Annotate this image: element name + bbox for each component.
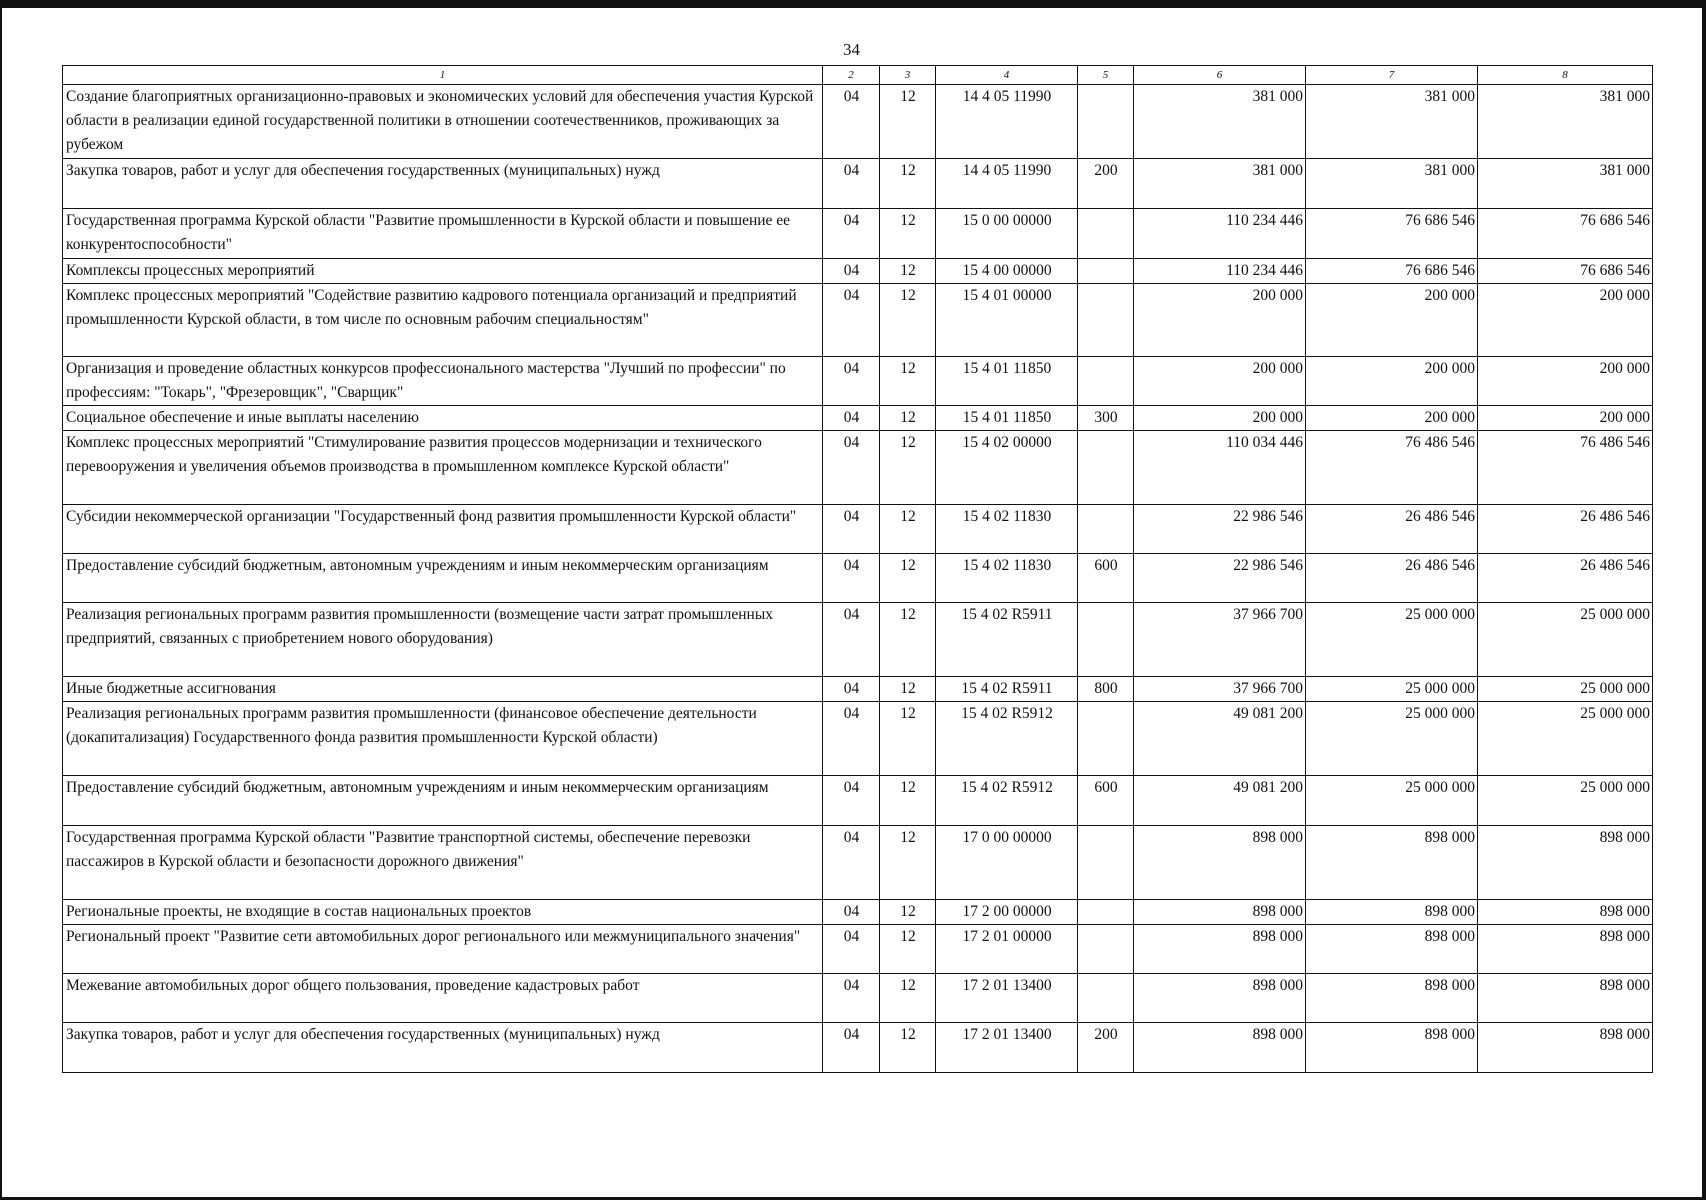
row-amount-col6: 49 081 200	[1134, 776, 1306, 826]
row-amount-col7: 76 686 546	[1306, 209, 1478, 259]
row-amount-col8: 200 000	[1478, 406, 1653, 431]
row-section: 04	[823, 159, 880, 209]
row-amount-col6: 110 234 446	[1134, 209, 1306, 259]
row-name: Государственная программа Курской области "Развитие промышленности в Курской области и повышение ее конкурентоспособности"	[63, 209, 823, 259]
row-subsection: 12	[880, 900, 936, 925]
row-name: Реализация региональных программ развития промышленности (финансовое обеспечение деятельности (докапитализация) Государственного фонда развития промышленности Курской области)	[63, 702, 823, 776]
row-expense-type	[1078, 702, 1134, 776]
row-subsection: 12	[880, 209, 936, 259]
row-amount-col7: 898 000	[1306, 826, 1478, 900]
row-subsection: 12	[880, 505, 936, 554]
row-subsection: 12	[880, 159, 936, 209]
row-amount-col8: 25 000 000	[1478, 677, 1653, 702]
column-header-8: 8	[1478, 66, 1653, 85]
row-amount-col6: 110 234 446	[1134, 259, 1306, 284]
row-target-code: 15 4 02 11830	[936, 505, 1078, 554]
table-row	[63, 259, 1653, 284]
row-amount-col7: 381 000	[1306, 159, 1478, 209]
row-amount-col6: 898 000	[1134, 826, 1306, 900]
row-name: Иные бюджетные ассигнования	[63, 677, 823, 702]
row-target-code: 17 2 00 00000	[936, 900, 1078, 925]
row-section: 04	[823, 677, 880, 702]
row-name: Реализация региональных программ развития промышленности (возмещение части затрат промышленных предприятий, связанных с приобретением нового оборудования)	[63, 603, 823, 677]
row-amount-col6: 381 000	[1134, 159, 1306, 209]
row-name: Комплекс процессных мероприятий "Содействие развитию кадрового потенциала организаций и предприятий промышленности Курской области, в том числе по основным рабочим специальностям"	[63, 284, 823, 357]
row-expense-type	[1078, 974, 1134, 1023]
row-name: Государственная программа Курской области "Развитие транспортной системы, обеспечение перевозки пассажиров в Курской области и безопасности дорожного движения"	[63, 826, 823, 900]
row-subsection: 12	[880, 826, 936, 900]
row-expense-type	[1078, 826, 1134, 900]
row-section: 04	[823, 826, 880, 900]
scan-edge-left	[0, 0, 2, 1200]
row-name: Предоставление субсидий бюджетным, автономным учреждениям и иным некоммерческим организациям	[63, 776, 823, 826]
row-name: Закупка товаров, работ и услуг для обеспечения государственных (муниципальных) нужд	[63, 159, 823, 209]
scan-edge-top	[0, 0, 1706, 8]
row-amount-col8: 381 000	[1478, 85, 1653, 159]
row-target-code: 15 4 00 00000	[936, 259, 1078, 284]
row-amount-col8: 76 686 546	[1478, 209, 1653, 259]
row-subsection: 12	[880, 677, 936, 702]
row-target-code: 15 4 01 11850	[936, 406, 1078, 431]
row-amount-col6: 898 000	[1134, 925, 1306, 974]
row-section: 04	[823, 284, 880, 357]
row-amount-col7: 25 000 000	[1306, 702, 1478, 776]
row-target-code: 14 4 05 11990	[936, 85, 1078, 159]
row-amount-col8: 25 000 000	[1478, 603, 1653, 677]
table-row	[63, 776, 1653, 826]
row-amount-col7: 25 000 000	[1306, 677, 1478, 702]
row-name: Предоставление субсидий бюджетным, автономным учреждениям и иным некоммерческим организациям	[63, 554, 823, 603]
row-expense-type: 200	[1078, 159, 1134, 209]
column-header-4: 4	[936, 66, 1078, 85]
row-amount-col6: 898 000	[1134, 1023, 1306, 1073]
table-row	[63, 209, 1653, 259]
table-row	[63, 85, 1653, 159]
row-section: 04	[823, 776, 880, 826]
row-expense-type	[1078, 85, 1134, 159]
table-row	[63, 603, 1653, 677]
row-subsection: 12	[880, 702, 936, 776]
row-name: Социальное обеспечение и иные выплаты населению	[63, 406, 823, 431]
row-amount-col8: 25 000 000	[1478, 776, 1653, 826]
row-target-code: 15 4 02 00000	[936, 431, 1078, 505]
row-amount-col8: 381 000	[1478, 159, 1653, 209]
row-amount-col8: 898 000	[1478, 1023, 1653, 1073]
row-amount-col6: 898 000	[1134, 900, 1306, 925]
row-target-code: 15 4 02 R5911	[936, 603, 1078, 677]
row-amount-col7: 25 000 000	[1306, 776, 1478, 826]
row-amount-col6: 200 000	[1134, 406, 1306, 431]
row-amount-col8: 898 000	[1478, 974, 1653, 1023]
row-amount-col7: 200 000	[1306, 406, 1478, 431]
row-section: 04	[823, 554, 880, 603]
column-header-7: 7	[1306, 66, 1478, 85]
row-target-code: 17 2 01 00000	[936, 925, 1078, 974]
column-header-5: 5	[1078, 66, 1134, 85]
row-expense-type	[1078, 259, 1134, 284]
table-row	[63, 677, 1653, 702]
row-amount-col7: 898 000	[1306, 925, 1478, 974]
table-row	[63, 702, 1653, 776]
row-amount-col7: 200 000	[1306, 284, 1478, 357]
row-section: 04	[823, 900, 880, 925]
row-amount-col8: 26 486 546	[1478, 505, 1653, 554]
row-subsection: 12	[880, 776, 936, 826]
row-section: 04	[823, 406, 880, 431]
row-amount-col7: 898 000	[1306, 974, 1478, 1023]
row-amount-col6: 898 000	[1134, 974, 1306, 1023]
row-amount-col8: 76 686 546	[1478, 259, 1653, 284]
row-expense-type	[1078, 284, 1134, 357]
table-row	[63, 406, 1653, 431]
table-row	[63, 974, 1653, 1023]
row-amount-col8: 26 486 546	[1478, 554, 1653, 603]
column-header-3: 3	[880, 66, 936, 85]
row-target-code: 17 0 00 00000	[936, 826, 1078, 900]
row-amount-col6: 22 986 546	[1134, 505, 1306, 554]
row-section: 04	[823, 505, 880, 554]
table-row	[63, 900, 1653, 925]
row-subsection: 12	[880, 974, 936, 1023]
row-amount-col7: 898 000	[1306, 900, 1478, 925]
row-name: Создание благоприятных организационно-правовых и экономических условий для обеспечения участия Курской области в реализации единой государственной политики в отношении соотечественников, проживающих за рубежом	[63, 85, 823, 159]
row-name: Комплексы процессных мероприятий	[63, 259, 823, 284]
column-header-2: 2	[823, 66, 880, 85]
row-target-code: 15 4 02 R5912	[936, 702, 1078, 776]
scan-edge-right	[1702, 0, 1706, 1200]
row-amount-col7: 200 000	[1306, 357, 1478, 406]
row-subsection: 12	[880, 284, 936, 357]
table-row	[63, 826, 1653, 900]
budget-table	[62, 65, 1653, 1073]
row-target-code: 17 2 01 13400	[936, 974, 1078, 1023]
row-target-code: 15 4 02 R5911	[936, 677, 1078, 702]
row-subsection: 12	[880, 554, 936, 603]
row-name: Региональный проект "Развитие сети автомобильных дорог регионального или межмуниципального значения"	[63, 925, 823, 974]
table-row	[63, 431, 1653, 505]
table-row	[63, 1023, 1653, 1073]
row-amount-col8: 898 000	[1478, 826, 1653, 900]
row-section: 04	[823, 357, 880, 406]
row-target-code: 15 0 00 00000	[936, 209, 1078, 259]
row-amount-col8: 898 000	[1478, 925, 1653, 974]
row-section: 04	[823, 702, 880, 776]
row-subsection: 12	[880, 357, 936, 406]
row-amount-col7: 381 000	[1306, 85, 1478, 159]
row-subsection: 12	[880, 925, 936, 974]
row-expense-type: 800	[1078, 677, 1134, 702]
page-number: 34	[843, 40, 860, 59]
row-target-code: 14 4 05 11990	[936, 159, 1078, 209]
row-target-code: 17 2 01 13400	[936, 1023, 1078, 1073]
row-amount-col8: 898 000	[1478, 900, 1653, 925]
row-target-code: 15 4 01 00000	[936, 284, 1078, 357]
row-amount-col6: 49 081 200	[1134, 702, 1306, 776]
row-expense-type: 300	[1078, 406, 1134, 431]
row-name: Межевание автомобильных дорог общего пользования, проведение кадастровых работ	[63, 974, 823, 1023]
row-subsection: 12	[880, 85, 936, 159]
row-section: 04	[823, 431, 880, 505]
row-amount-col7: 26 486 546	[1306, 505, 1478, 554]
row-expense-type: 600	[1078, 776, 1134, 826]
row-amount-col6: 37 966 700	[1134, 603, 1306, 677]
row-amount-col8: 76 486 546	[1478, 431, 1653, 505]
row-expense-type	[1078, 900, 1134, 925]
row-expense-type	[1078, 431, 1134, 505]
row-amount-col8: 200 000	[1478, 357, 1653, 406]
row-name: Субсидии некоммерческой организации "Государственный фонд развития промышленности Курской области"	[63, 505, 823, 554]
row-amount-col8: 200 000	[1478, 284, 1653, 357]
row-name: Организация и проведение областных конкурсов профессионального мастерства "Лучший по профессии" по профессиям: "Токарь", "Фрезеровщик", "Сварщик"	[63, 357, 823, 406]
row-amount-col6: 37 966 700	[1134, 677, 1306, 702]
row-section: 04	[823, 603, 880, 677]
table-body	[63, 85, 1653, 1073]
row-target-code: 15 4 01 11850	[936, 357, 1078, 406]
row-section: 04	[823, 1023, 880, 1073]
row-expense-type: 600	[1078, 554, 1134, 603]
row-amount-col8: 25 000 000	[1478, 702, 1653, 776]
row-section: 04	[823, 209, 880, 259]
table-row	[63, 284, 1653, 357]
row-section: 04	[823, 85, 880, 159]
row-target-code: 15 4 02 11830	[936, 554, 1078, 603]
table-row	[63, 159, 1653, 209]
row-amount-col6: 110 034 446	[1134, 431, 1306, 505]
table-row	[63, 357, 1653, 406]
row-section: 04	[823, 925, 880, 974]
table-row	[63, 554, 1653, 603]
row-subsection: 12	[880, 406, 936, 431]
row-expense-type	[1078, 603, 1134, 677]
table-row	[63, 925, 1653, 974]
row-amount-col7: 76 686 546	[1306, 259, 1478, 284]
column-header-1: 1	[63, 66, 823, 85]
row-name: Региональные проекты, не входящие в состав национальных проектов	[63, 900, 823, 925]
row-expense-type	[1078, 209, 1134, 259]
row-subsection: 12	[880, 431, 936, 505]
row-amount-col6: 200 000	[1134, 357, 1306, 406]
row-section: 04	[823, 259, 880, 284]
row-amount-col6: 200 000	[1134, 284, 1306, 357]
row-amount-col6: 381 000	[1134, 85, 1306, 159]
row-amount-col7: 76 486 546	[1306, 431, 1478, 505]
row-amount-col7: 26 486 546	[1306, 554, 1478, 603]
row-expense-type	[1078, 925, 1134, 974]
row-target-code: 15 4 02 R5912	[936, 776, 1078, 826]
row-section: 04	[823, 974, 880, 1023]
column-header-6: 6	[1134, 66, 1306, 85]
table-header-row	[63, 66, 1653, 85]
row-subsection: 12	[880, 1023, 936, 1073]
row-expense-type	[1078, 357, 1134, 406]
row-subsection: 12	[880, 603, 936, 677]
row-name: Закупка товаров, работ и услуг для обеспечения государственных (муниципальных) нужд	[63, 1023, 823, 1073]
row-amount-col6: 22 986 546	[1134, 554, 1306, 603]
row-name: Комплекс процессных мероприятий "Стимулирование развития процессов модернизации и технического перевооружения и увеличения объемов производства в промышленном комплексе Курской области"	[63, 431, 823, 505]
row-amount-col7: 898 000	[1306, 1023, 1478, 1073]
row-subsection: 12	[880, 259, 936, 284]
row-amount-col7: 25 000 000	[1306, 603, 1478, 677]
row-expense-type: 200	[1078, 1023, 1134, 1073]
table-row	[63, 505, 1653, 554]
row-expense-type	[1078, 505, 1134, 554]
